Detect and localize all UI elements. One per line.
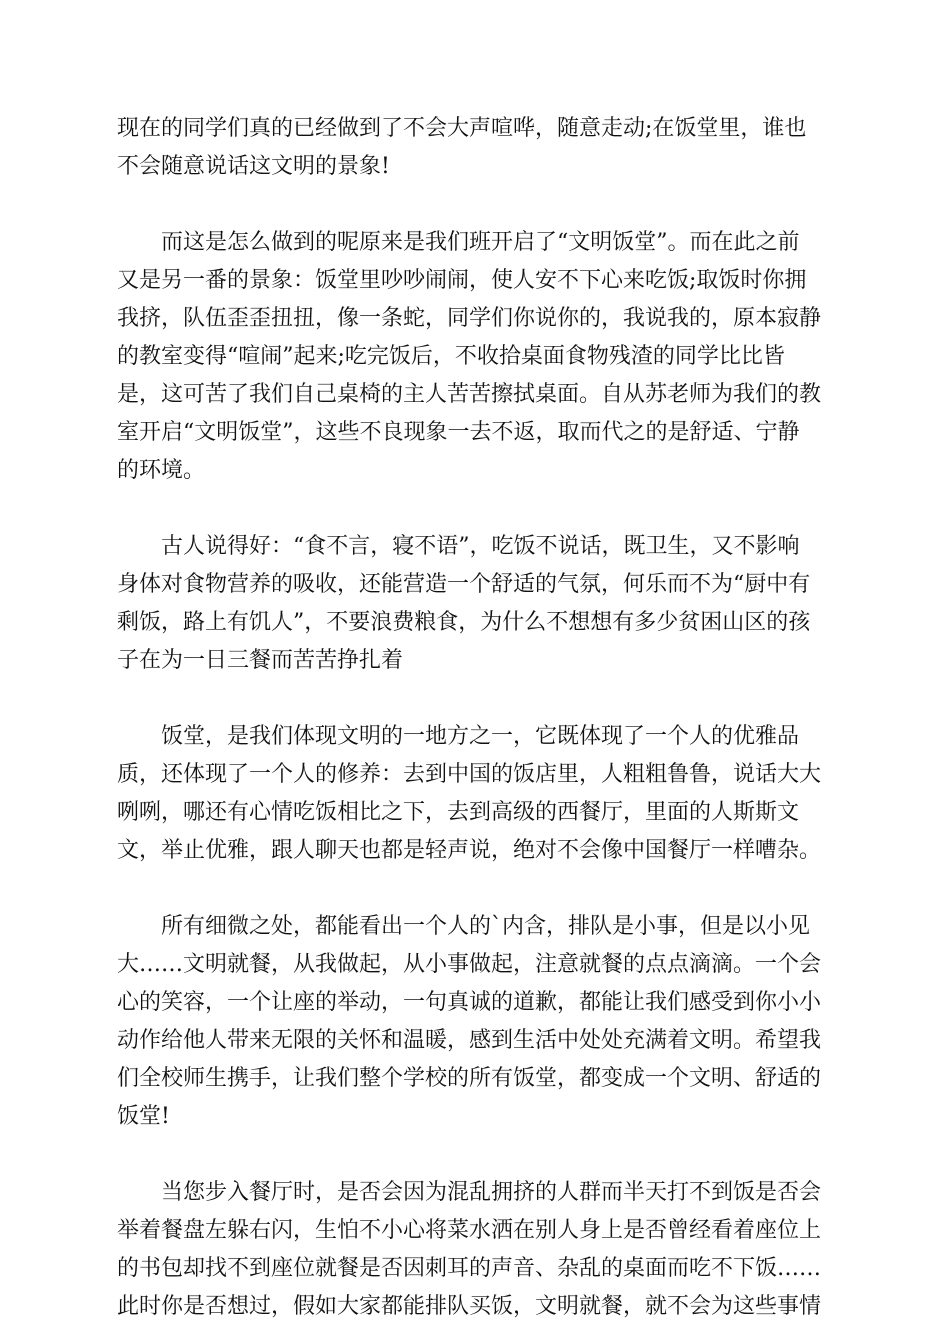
- text-line: 我挤，队伍歪歪扭扭，像一条蛇，同学们你说你的，我说我的，原本寂静: [117, 306, 822, 331]
- text-line: 子在为一日三餐而苦苦挣扎着: [117, 648, 404, 673]
- text-line: 室开启“文明饭堂”，这些不良现象一去不返，取而代之的是舒适、宁静: [117, 420, 800, 445]
- text-line: 剩饭，路上有饥人”，不要浪费粮食，为什么不想想有多少贫困山区的孩: [117, 610, 811, 635]
- text-line: 的教室变得“喧闹”起来;吃完饭后，不收拾桌面食物残渣的同学比比皆: [117, 344, 785, 369]
- text-line: 的环境。: [117, 458, 206, 483]
- text-line: 所有细微之处，都能看出一个人的`内含，排队是小事，但是以小见: [161, 914, 811, 939]
- text-line: 饭堂!: [117, 1104, 170, 1129]
- text-line: 此时你是否想过，假如大家都能排队买饭，文明就餐，就不会为这些事情: [117, 1294, 822, 1319]
- text-line: 饭堂，是我们体现文明的一地方之一，它既体现了一个人的优雅品: [161, 724, 800, 749]
- text-line: 而这是怎么做到的呢原来是我们班开启了“文明饭堂”。而在此之前: [161, 230, 800, 255]
- text-line: 当您步入餐厅时，是否会因为混乱拥挤的人群而半天打不到饭是否会: [161, 1180, 822, 1205]
- text-line: 咧咧，哪还有心情吃饭相比之下，去到高级的西餐厅，里面的人斯斯文: [117, 800, 800, 825]
- text-line: 举着餐盘左躲右闪，生怕不小心将菜水洒在别人身上是否曾经看着座位上: [117, 1218, 822, 1243]
- text-line: 心的笑容，一个让座的举动，一句真诚的道歉，都能让我们感受到你小小: [117, 990, 822, 1015]
- text-line: 的书包却找不到座位就餐是否因刺耳的声音、杂乱的桌面而吃不下饭……: [117, 1256, 822, 1281]
- text-line: 古人说得好：“食不言，寝不语”，吃饭不说话，既卫生，又不影响: [161, 534, 800, 559]
- text-line: 是，这可苦了我们自己桌椅的主人苦苦擦拭桌面。自从苏老师为我们的教: [117, 382, 822, 407]
- text-line: 现在的同学们真的已经做到了不会大声喧哗，随意走动;在饭堂里，谁也: [117, 116, 807, 141]
- text-line: 们全校师生携手，让我们整个学校的所有饭堂，都变成一个文明、舒适的: [117, 1066, 822, 1091]
- text-line: 又是另一番的景象：饭堂里吵吵闹闹，使人安不下心来吃饭;取饭时你拥: [117, 268, 807, 293]
- text-line: 身体对食物营养的吸收，还能营造一个舒适的气氛，何乐而不为“厨中有: [117, 572, 811, 597]
- text-line: 文，举止优雅，跟人聊天也都是轻声说，绝对不会像中国餐厅一样嘈杂。: [117, 838, 822, 863]
- text-line: 质，还体现了一个人的修养：去到中国的饭店里，人粗粗鲁鲁，说话大大: [117, 762, 822, 787]
- text-line: 不会随意说话这文明的景象!: [117, 154, 390, 179]
- text-line: 大……文明就餐，从我做起，从小事做起，注意就餐的点点滴滴。一个会: [117, 952, 822, 977]
- text-line: 动作给他人带来无限的关怀和温暖，感到生活中处处充满着文明。希望我: [117, 1028, 822, 1053]
